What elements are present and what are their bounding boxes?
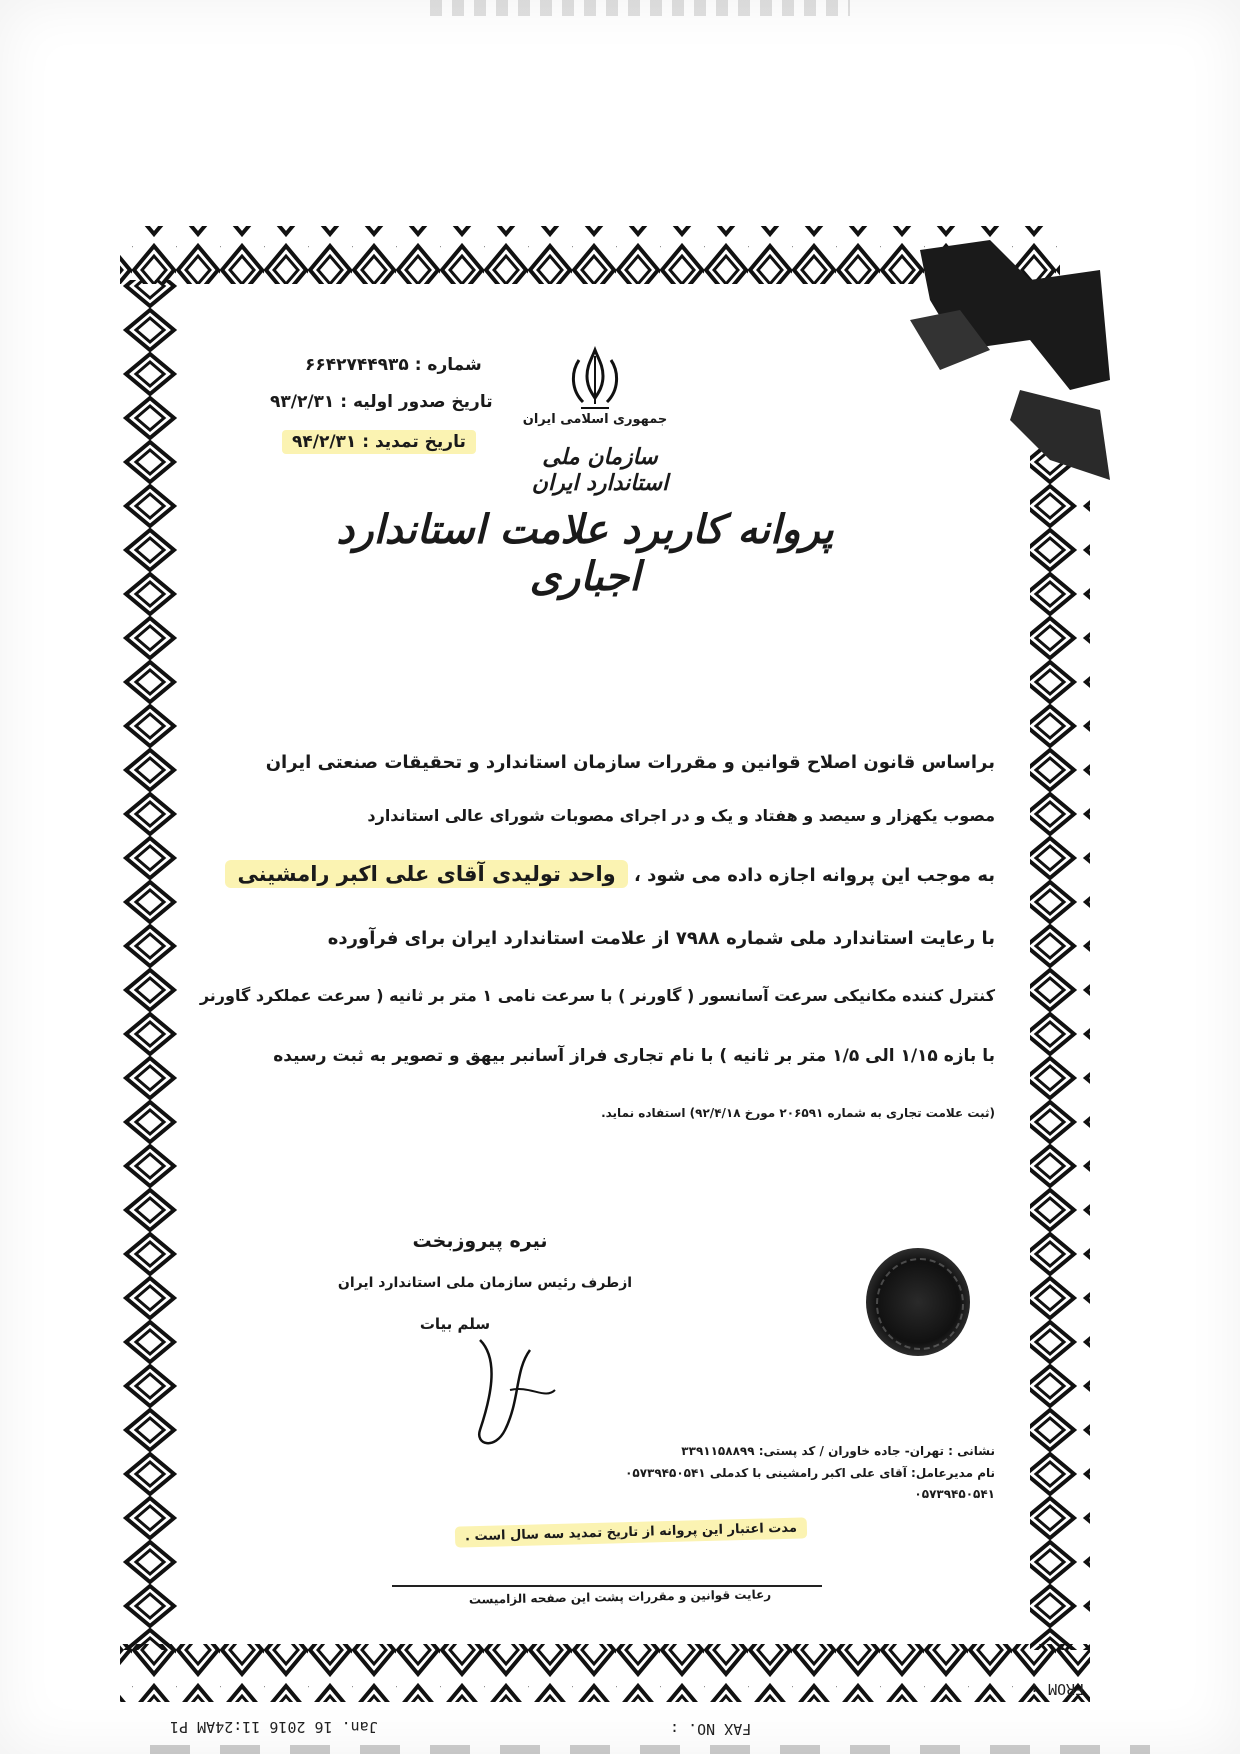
body-line-6: با بازه ۱/۱۵ الی ۱/۵ متر بر ثانیه ) با نام تجاری فراز آسانبر بیهق و تصویر به ثبت رسیده xyxy=(273,1046,995,1066)
validity-notice: مدت اعتبار این پروانه از تاریخ تمدید سه سال است . xyxy=(455,1517,807,1547)
fax-date-line: Jan. 16 2016 11:24AM P1 xyxy=(170,1718,378,1736)
signatory-greeting: سلم بیات xyxy=(419,1315,491,1333)
signatory-role: ازطرف رئیس سازمان ملی استاندارد ایران xyxy=(337,1275,633,1291)
scan-shadow-artifact xyxy=(900,220,1110,510)
organization-name: سازمان ملی استاندارد ایران xyxy=(531,444,669,496)
iran-emblem-icon xyxy=(565,346,625,416)
renewal-date-value: ۹۴/۲/۳۱ xyxy=(292,432,357,452)
first-issue-date: تاریخ صدور اولیه : ۹۳/۲/۳۱ xyxy=(270,392,493,412)
fax-from-label: FROM : xyxy=(1030,1680,1085,1698)
body-line-4: با رعایت استاندارد ملی شماره ۷۹۸۸ از علامت استاندارد ایران برای فرآورده xyxy=(327,928,995,949)
republic-label: جمهوری اسلامی ایران xyxy=(522,412,668,427)
national-id: ۰۵۷۳۹۴۵۰۵۴۱ xyxy=(914,1487,995,1501)
body-line-7: (ثبت علامت تجاری به شماره ۲۰۶۵۹۱ مورخ ۹۲/۴/۱۸) استفاده نماید. xyxy=(601,1106,995,1120)
fax-number-label: FAX NO. : xyxy=(670,1720,752,1738)
certificate-number: شماره : ۶۶۴۲۷۴۴۹۳۵ xyxy=(305,355,482,375)
signatory-name: نیره پیروزبخت xyxy=(412,1230,548,1252)
certificate-number-value: ۶۶۴۲۷۴۴۹۳۵ xyxy=(305,355,409,375)
body-line-5: کنترل کننده مکانیکی سرعت آسانسور ( گاورنر ) با سرعت نامی ۱ متر بر ثانیه ( سرعت عملکرد گاورنر xyxy=(199,986,995,1005)
body-line-2: مصوب یکهزار و سیصد و هفتاد و یک و در اجرای مصوبات شورای عالی استاندارد xyxy=(367,806,995,825)
seal-ring xyxy=(876,1258,964,1350)
certificate-title: پروانه کاربرد علامت استاندارد اجباری xyxy=(336,506,834,600)
renewal-date: تاریخ تمدید : ۹۴/۲/۳۱ xyxy=(282,430,476,454)
footer-note: رعایت قوانین و مقررات پشت این صفحه الزامیست xyxy=(468,1587,772,1607)
manager-line: نام مدیرعامل: آقای علی اکبر رامشینی با کدملی ۰۵۷۳۹۴۵۰۵۴۱ xyxy=(625,1466,995,1480)
producer-name-highlight: واحد تولیدی آقای علی اکبر رامشینی xyxy=(225,860,627,888)
address-line: نشانی : تهران- جاده خاوران / کد پستی: ۳۳۹۱۱۵۸۸۹۹ xyxy=(681,1444,995,1458)
first-issue-date-value: ۹۳/۲/۳۱ xyxy=(270,392,335,412)
scan-artifact-bottom xyxy=(150,1745,1150,1754)
handwritten-signature xyxy=(460,1330,570,1450)
permit-prefix: به موجب این پروانه اجازه داده می شود ، xyxy=(634,865,995,886)
body-line-1: براساس قانون اصلاح قوانین و مقررات سازمان استاندارد و تحقیقات صنعتی ایران xyxy=(265,752,995,773)
body-line-3 xyxy=(225,862,995,886)
